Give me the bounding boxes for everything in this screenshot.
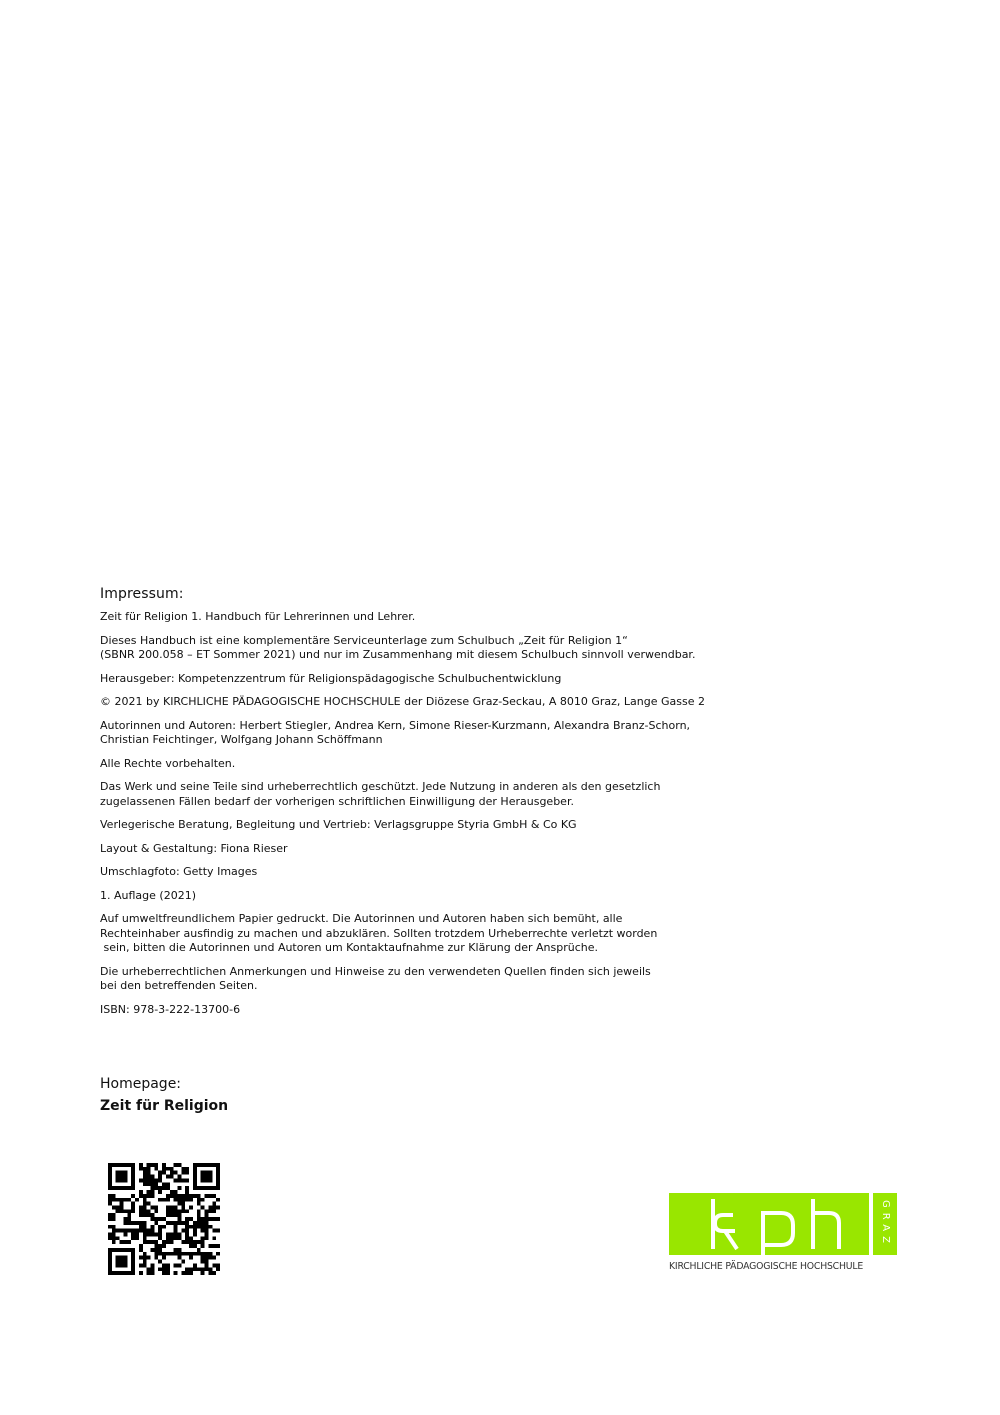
imprint-paragraph [100,889,780,904]
imprint-line: Alle Rechte vorbehalten. [100,756,236,770]
imprint-paragraph [100,842,780,857]
kph-letters-icon [669,1193,869,1255]
logo-graz-text: GRAZ [880,1200,891,1248]
homepage-title: Homepage: [100,1076,182,1092]
imprint-line: © 2021 by KIRCHLICHE PÄDAGOGISCHE HOCHSCHULE der Diözese Graz-Seckau, A 8010 Graz, Lange Gasse 2 [100,695,706,708]
imprint-line: Auf umweltfreundlichem Papier gedruckt. Die Autorinnen und Autoren haben sich bemüht, alle [100,912,623,925]
imprint-paragraph [100,965,780,994]
imprint-heading: Impressum: [100,586,184,602]
imprint-line: Layout & Gestaltung: Fiona Rieser [100,841,288,855]
kph-logo [669,1193,897,1275]
imprint-paragraph [100,634,780,663]
homepage-section [100,1076,228,1114]
imprint-line: Dieses Handbuch ist eine komplementäre Serviceunterlage zum Schulbuch „Zeit für Religion 1“ [100,633,628,647]
imprint-paragraph [100,757,780,772]
imprint-paragraph [100,610,780,625]
kph-logo-side [873,1193,897,1255]
qr-code-icon [108,1163,220,1275]
imprint-paragraph [100,719,780,748]
imprint-line: Umschlagfoto: Getty Images [100,865,258,878]
imprint-line: sein, bitten die Autorinnen und Autoren um Kontaktaufnahme zur Klärung der Ansprüche. [100,941,599,954]
imprint-paragraphs [100,610,780,1017]
imprint-paragraph [100,865,780,880]
imprint-paragraph [100,672,780,687]
imprint-paragraph [100,695,780,710]
kph-logo-box [669,1193,869,1255]
imprint-line: ISBN: 978-3-222-13700-6 [100,1002,241,1016]
imprint-paragraph [100,780,780,809]
homepage-link[interactable]: Zeit für Religion [100,1098,229,1114]
imprint-line: Das Werk und seine Teile sind urheberrechtlich geschützt. Jede Nutzung in anderen als den gesetzlich [100,780,661,793]
imprint-line: Rechteinhaber ausfindig zu machen und abzuklären. Sollten trotzdem Urheberrechte verletzt worden [100,926,658,940]
imprint-section [100,586,780,1026]
imprint-line: (SBNR 200.058 – ET Sommer 2021) und nur im Zusammenhang mit diesem Schulbuch sinnvoll verwendbar. [100,648,696,661]
imprint-line: Verlegerische Beratung, Begleitung und Vertrieb: Verlagsgruppe Styria GmbH & Co KG [100,818,577,831]
imprint-line: Zeit für Religion 1. Handbuch für Lehrerinnen und Lehrer. [100,610,416,623]
imprint-line: Die urheberrechtlichen Anmerkungen und Hinweise zu den verwendeten Quellen finden sich jeweils [100,964,651,978]
imprint-line: bei den betreffenden Seiten. [100,979,258,992]
logo-caption: KIRCHLICHE PÄDAGOGISCHE HOCHSCHULE [669,1261,864,1272]
imprint-line: zugelassenen Fällen bedarf der vorherigen schriftlichen Einwilligung der Herausgeber. [100,794,574,808]
imprint-paragraph [100,818,780,833]
imprint-line: Christian Feichtinger, Wolfgang Johann Schöffmann [100,733,383,746]
imprint-paragraph [100,912,780,956]
imprint-paragraph [100,1003,780,1018]
imprint-line: Herausgeber: Kompetenzzentrum für Religionspädagogische Schulbuchentwicklung [100,671,562,685]
imprint-line: 1. Auflage (2021) [100,888,196,902]
imprint-line: Autorinnen und Autoren: Herbert Stiegler, Andrea Kern, Simone Rieser-Kurzmann, Alexandra Branz-Schorn, [100,718,691,732]
